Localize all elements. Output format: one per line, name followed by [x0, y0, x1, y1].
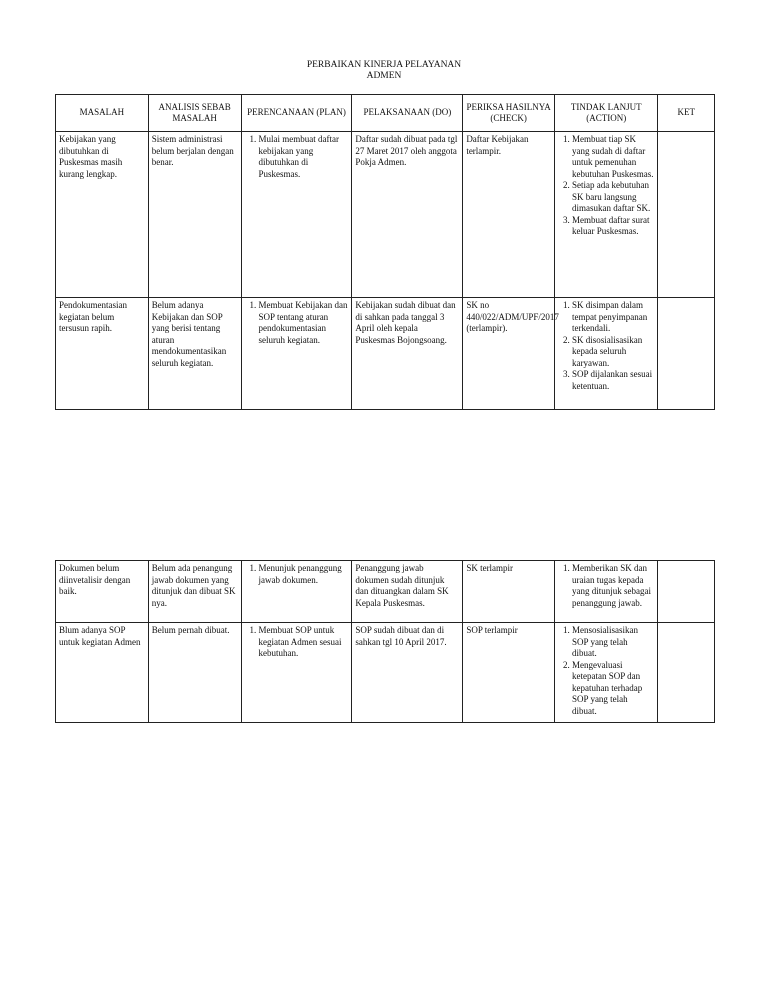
- header-action: TINDAK LANJUT (ACTION): [555, 95, 658, 132]
- cell-ket: [658, 132, 715, 298]
- cell-ket: [658, 623, 715, 723]
- action-item: 2. SK disosialisasikan kepada seluruh karyawan.: [572, 335, 654, 370]
- cell-action: [555, 561, 658, 623]
- cell-analisis: Sistem administrasi belum berjalan dengan benar.: [148, 132, 241, 298]
- header-plan: PERENCANAAN (PLAN): [241, 95, 352, 132]
- cell-masalah: Kebijakan yang dibutuhkan di Puskesmas masih kurang lengkap.: [56, 132, 149, 298]
- title-line-2: ADMEN: [366, 71, 402, 81]
- cell-action: [555, 623, 658, 723]
- cell-ket: [658, 298, 715, 410]
- cell-do: Penanggung jawab dokumen sudah ditunjuk dan dituangkan dalam SK Kepala Puskesmas.: [352, 561, 463, 623]
- cell-check: SK terlampir: [463, 561, 555, 623]
- document-title: [0, 60, 768, 82]
- action-item: 2. Setiap ada kebutuhan SK baru langsung dimasukan daftar SK.: [572, 180, 654, 215]
- header-do: PELAKSANAAN (DO): [352, 95, 463, 132]
- action-item: 1. SK disimpan dalam tempat penyimpanan terkendali.: [572, 300, 654, 335]
- action-item: 2. Mengevaluasi ketepatan SOP dan kepatuhan terhadap SOP yang telah dibuat.: [572, 660, 654, 718]
- pdca-table-page-2: [55, 560, 715, 723]
- cell-check: SK no 440/022/ADM/UPF/2017 (terlampir).: [463, 298, 555, 410]
- cell-plan: [241, 298, 352, 410]
- table-row: [56, 561, 715, 623]
- header-check: PERIKSA HASILNYA (CHECK): [463, 95, 555, 132]
- cell-plan: [241, 561, 352, 623]
- header-analisis: ANALISIS SEBAB MASALAH: [148, 95, 241, 132]
- cell-action: [555, 132, 658, 298]
- plan-item: 1. Menunjuk penanggung jawab dokumen.: [259, 563, 349, 586]
- plan-item: 1. Membuat Kebijakan dan SOP tentang aturan pendokumentasian seluruh kegiatan.: [259, 300, 349, 346]
- cell-analisis: Belum pernah dibuat.: [148, 623, 241, 723]
- header-row: [56, 95, 715, 132]
- pdca-table-page-1: [55, 94, 715, 410]
- header-masalah: MASALAH: [56, 95, 149, 132]
- cell-masalah: Pendokumentasian kegiatan belum tersusun rapih.: [56, 298, 149, 410]
- action-item: 1. Memberikan SK dan uraian tugas kepada yang ditunjuk sebagai penanggung jawab.: [572, 563, 654, 609]
- header-ket: KET: [658, 95, 715, 132]
- plan-item: 1. Membuat SOP untuk kegiatan Admen sesuai kebutuhan.: [259, 625, 349, 660]
- cell-action: [555, 298, 658, 410]
- cell-do: SOP sudah dibuat dan di sahkan tgl 10 April 2017.: [352, 623, 463, 723]
- cell-check: Daftar Kebijakan terlampir.: [463, 132, 555, 298]
- cell-plan: [241, 623, 352, 723]
- table-row: [56, 623, 715, 723]
- cell-check: SOP terlampir: [463, 623, 555, 723]
- action-item: 3. SOP dijalankan sesuai ketentuan.: [572, 369, 654, 392]
- action-item: 3. Membuat daftar surat keluar Puskesmas.: [572, 215, 654, 238]
- cell-masalah: Blum adanya SOP untuk kegiatan Admen: [56, 623, 149, 723]
- table-row: [56, 132, 715, 298]
- cell-plan: [241, 132, 352, 298]
- cell-do: Daftar sudah dibuat pada tgl 27 Maret 2017 oleh anggota Pokja Admen.: [352, 132, 463, 298]
- action-item: 1. Membuat tiap SK yang sudah di daftar untuk pemenuhan kebutuhan Puskesmas.: [572, 134, 654, 180]
- title-line-1: PERBAIKAN KINERJA PELAYANAN: [306, 60, 462, 70]
- cell-analisis: Belum adanya Kebijakan dan SOP yang berisi tentang aturan mendokumentasikan seluruh kegiatan.: [148, 298, 241, 410]
- cell-ket: [658, 561, 715, 623]
- cell-do: Kebijakan sudah dibuat dan di sahkan pada tanggal 3 April oleh kepala Puskesmas Bojongsoang.: [352, 298, 463, 410]
- plan-item: 1. Mulai membuat daftar kebijakan yang dibutuhkan di Puskesmas.: [259, 134, 349, 180]
- table-row: [56, 298, 715, 410]
- cell-analisis: Belum ada penangung jawab dokumen yang ditunjuk dan dibuat SK nya.: [148, 561, 241, 623]
- cell-masalah: Dokumen belum diinvetalisir dengan baik.: [56, 561, 149, 623]
- action-item: 1. Mensosialisasikan SOP yang telah dibuat.: [572, 625, 654, 660]
